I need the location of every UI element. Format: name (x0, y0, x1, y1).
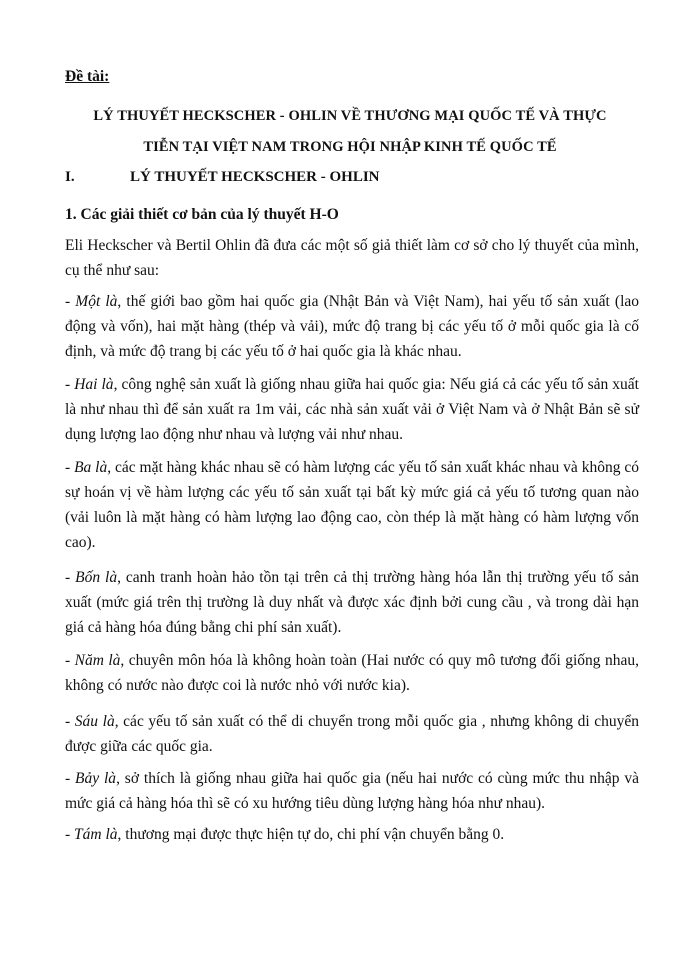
assumption-paragraph-2 (65, 372, 639, 447)
title-line-2: TIỄN TẠI VIỆT NAM TRONG HỘI NHẬP KINH TẾ QUỐC TẾ (143, 139, 557, 155)
assumption-lead: Năm là (74, 652, 121, 669)
assumption-text: , canh tranh hoàn hảo tồn tại trên cả thị trường hàng hóa lẫn thị trường yếu tố sản xuất (mức giá trên thị trường là duy nhất và được xác định bởi cung cầu , và trong dài hạn giá cả hàng hóa đúng bằng chi phí sản xuất). (65, 569, 639, 636)
assumption-prefix: - (65, 713, 75, 730)
assumption-paragraph-6 (65, 709, 639, 759)
assumption-lead: Bốn là (75, 569, 118, 586)
assumption-text: , thế giới bao gồm hai quốc gia (Nhật Bản và Việt Nam), hai yếu tố sản xuất (lao động và vốn), hai mặt hàng (thép và vải), mức độ trang bị các yếu tố ở mỗi quốc gia là cố định, và mức độ trang bị các yếu tố ở hai quốc gia là khác nhau. (65, 293, 640, 360)
assumption-lead: Hai là (74, 376, 114, 393)
assumption-prefix: - (65, 459, 75, 476)
title-line-1: LÝ THUYẾT HECKSCHER - OHLIN VỀ THƯƠNG MẠI QUỐC TẾ VÀ THỰC (93, 108, 607, 124)
subsection-heading: 1. Các giải thiết cơ bản của lý thuyết H-O (65, 206, 339, 223)
assumption-text: , sở thích là giống nhau giữa hai quốc gia (nếu hai nước có cùng mức thu nhập và mức giá cả hàng hóa thì sẽ có xu hướng tiêu dùng lượng hàng hóa như nhau). (65, 770, 639, 812)
assumption-prefix: - (65, 569, 76, 586)
assumption-paragraph-5 (65, 648, 639, 698)
assumption-text: , các mặt hàng khác nhau sẽ có hàm lượng các yếu tố sản xuất khác nhau và không có sự hoán vị về hàm lượng các yếu tố sản xuất tại bất kỳ mức giá cả yếu tố tương quan nào (vải luôn là mặt hàng có hàm lượng lao động cao, còn thép là mặt hàng có hàm lượng vốn cao). (65, 459, 639, 551)
assumption-prefix: - (65, 826, 75, 843)
topic-label: Đề tài: (65, 68, 110, 85)
assumption-text: , các yếu tố sản xuất có thể di chuyển trong mỗi quốc gia , nhưng không di chuyển được giữa các quốc gia. (65, 713, 640, 755)
assumption-prefix: - (65, 652, 75, 669)
assumption-lead: Bảy là (75, 770, 117, 787)
document-title (70, 101, 630, 163)
section-number: I. (65, 169, 75, 185)
assumption-paragraph-4 (65, 565, 639, 640)
assumption-text: , công nghệ sản xuất là giống nhau giữa hai quốc gia: Nếu giá cả các yếu tố sản xuất là như nhau thì để sản xuất ra 1m vải, các nhà sản xuất vải ở Việt Nam và ở Nhật Bản sẽ sử dụng lượng lao động như nhau và lượng vải như nhau. (65, 376, 639, 443)
assumption-lead: Sáu là (74, 713, 115, 730)
assumption-paragraph-3 (65, 455, 639, 555)
intro-paragraph: Eli Heckscher và Bertil Ohlin đã đưa các một số giả thiết làm cơ sở cho lý thuyết của mình, cụ thể như sau: (65, 237, 639, 279)
assumption-prefix: - (65, 770, 76, 787)
assumption-text: , thương mại được thực hiện tự do, chi phí vận chuyển bằng 0. (117, 826, 505, 843)
assumption-lead: Tám là (74, 826, 118, 843)
assumption-prefix: - (65, 293, 76, 310)
assumption-paragraph-8 (65, 822, 639, 847)
assumption-lead: Một là (75, 293, 118, 310)
assumption-paragraph-7 (65, 766, 639, 816)
section-title: LÝ THUYẾT HECKSCHER - OHLIN (130, 169, 380, 185)
assumption-prefix: - (65, 376, 75, 393)
assumption-text: , chuyên môn hóa là không hoàn toàn (Hai nước có quy mô tương đối giống nhau, không có nước nào được coi là nước nhỏ với nước kia). (65, 652, 639, 694)
assumption-paragraph-1 (65, 289, 639, 364)
assumption-lead: Ba là (74, 459, 108, 476)
section-heading (65, 169, 380, 186)
